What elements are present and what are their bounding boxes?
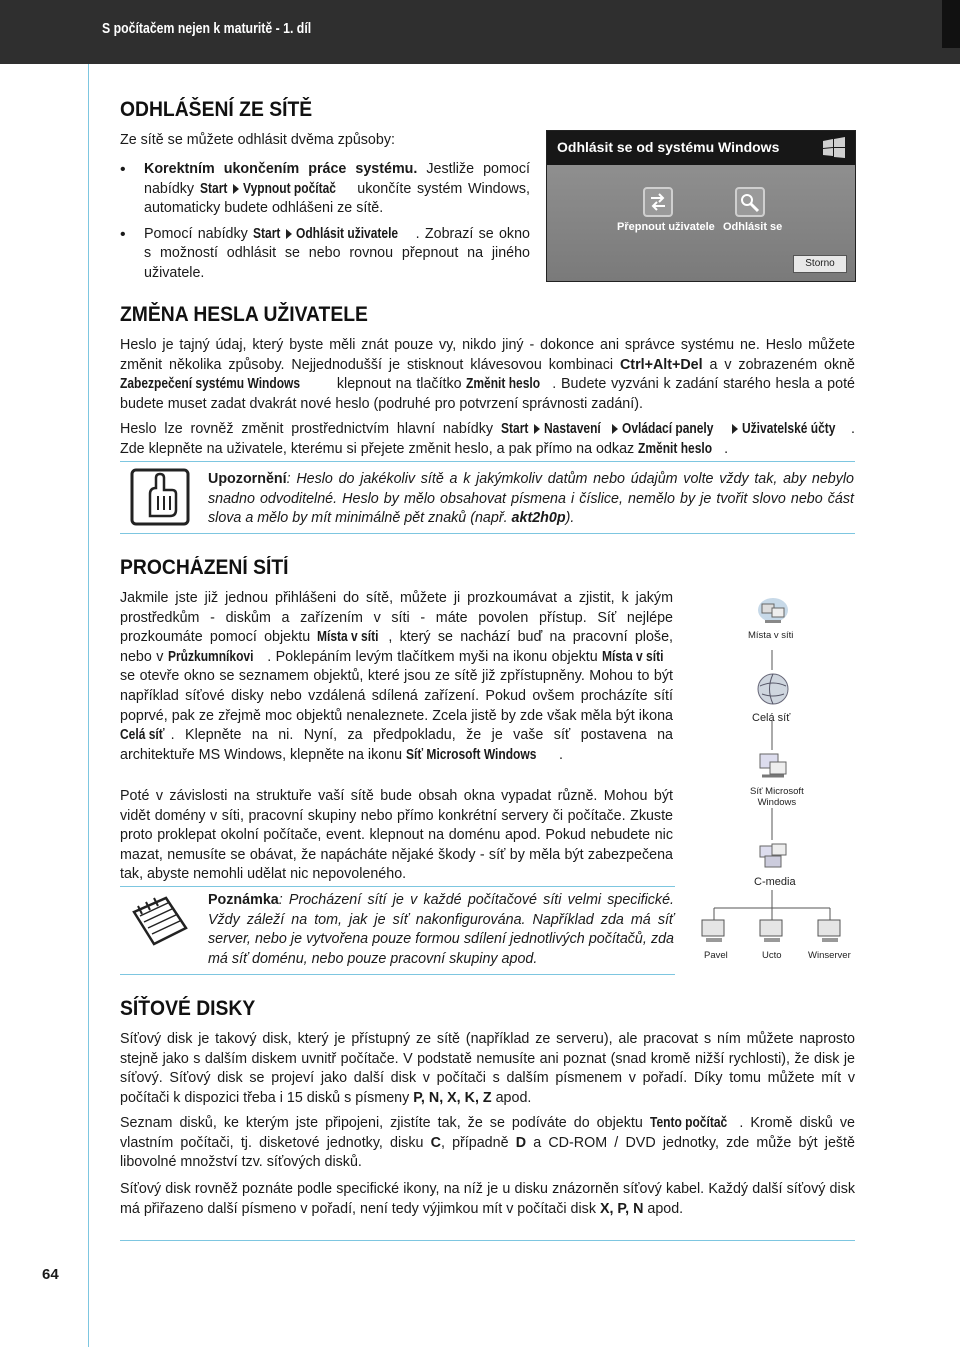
logoff-icon[interactable]	[735, 187, 765, 217]
arrow-right-icon	[286, 229, 292, 239]
running-header: S počítačem nejen k maturitě - 1. díl	[102, 20, 312, 37]
globe-icon[interactable]	[756, 672, 790, 706]
cancel-button[interactable]: Storno	[793, 255, 847, 273]
drives-paragraph-1: Síťový disk je takový disk, který je přístupný ze sítě (například ze serveru), ale pracovat s ním můžete naprosto stejně jako s dalším diskem uvnitř počítače. V podstatě nemusíte ani poznat (snad kromě nižší rychlosti), že disk je síťový. Síťový disk se projeví jako další disk v počítači s dalším písmenem v pořadí. Díky tomu můžete mít v počítači k dispozici třeba i 15 disků s písmeny P, N, X, K, Z apod.	[120, 1031, 855, 1106]
network-places-icon[interactable]	[756, 596, 790, 628]
logoff-label[interactable]: Odhlásit se	[723, 221, 783, 233]
notepad-icon	[126, 892, 194, 952]
windows-logo-icon	[821, 137, 847, 159]
list-item: • Pomocí nabídky Start Odhlásit uživatele . Zobrazí se okno s možností odhlásit se nebo rovnou přepnout na jiného uživatele.	[120, 225, 530, 284]
note-top-rule	[120, 461, 855, 462]
heading-browsing: PROCHÁZENÍ SÍTÍ	[120, 556, 289, 579]
dialog-title: Odhlásit se od systému Windows	[557, 139, 780, 155]
password-paragraph-1: Heslo je tajný údaj, který byste měli znát pouze vy, nikdo jiný - dokonce ani správce systému ne. Heslo můžete změnit několika způsoby. Nejjednodušší je stisknout klávesovou kombinaci Ctrl+Alt+Del a v zobrazeném okně Zabezpečení systému Windows klepnout na tlačítko Změnit heslo . Budete vyzváni k zadání starého hesla a poté budete muset zadat dvakrát nové heslo (podruhé pro potvrzení správnosti zadání).	[120, 337, 856, 412]
logoff-dialog	[546, 130, 856, 282]
network-diagram	[690, 590, 860, 970]
heading-change-password: ZMĚNA HESLA UŽIVATELE	[120, 303, 368, 326]
arrow-right-icon	[233, 184, 239, 194]
note-bottom-rule	[120, 533, 855, 534]
warning-hand-icon	[128, 466, 192, 528]
heading-logout: ODHLÁŠENÍ ZE SÍTĚ	[120, 98, 313, 121]
computer-icon[interactable]	[814, 918, 846, 946]
computer-icon[interactable]	[756, 918, 788, 946]
drives-paragraph-2: Seznam disků, ke kterým jste připojeni, zjistíte tak, že se podíváte do objektu Tento počítač . Kromě disků ve vlastním počítači, tj. disketové jednotky, disku C, případně D a CD-ROM / DVD jednotky, zde může být ještě libovolné množství tzv. síťových disků.	[120, 1115, 855, 1171]
info-note: Poznámka: Procházení sítí je v každé počítačové síti velmi specifické. Vždy záleží na tom, jak je síť nakonfigurována. Například zda má síť server, nebo je vytvořena pouze formou sdílení jednotlivých počítačů, zda má síť doménu, nebo pouze pracovní skupiny apod.	[208, 892, 674, 967]
note-bottom-rule	[120, 974, 675, 975]
computer-label: Ucto	[762, 950, 782, 961]
logout-list	[120, 160, 530, 290]
bottom-rule	[120, 1240, 855, 1241]
ms-network-icon[interactable]	[756, 750, 790, 782]
whole-network-label: Celá síť	[752, 712, 791, 724]
page-number: 64	[42, 1266, 59, 1283]
arrow-right-icon	[612, 424, 618, 434]
warning-note: Upozornění: Heslo do jakékoliv sítě a k jakýmkoliv datům nebo údajům volte vždy tak, aby nebylo snadno odvoditelné. Heslo by mělo obsahovat písmena i číslice, nemělo by je tvořit slovo nebo část slova a mělo by mít minimálně pět znaků (např. akt2h0p).	[208, 471, 854, 527]
password-paragraph-2: Heslo lze rovněž změnit prostřednictvím hlavní nabídky Start Nastavení Ovládací panely Uživatelské účty . Zde klepněte na uživatele, kterému si přejete změnit heslo, a pak přímo na odkaz Změnit heslo .	[120, 421, 855, 457]
network-places-label: Místa v síti	[748, 630, 794, 641]
domain-label: C-media	[754, 876, 796, 888]
browsing-paragraph-2: Poté v závislosti na struktuře vaší sítě bude obsah okna vypadat různě. Mohou být vidět domény v síti, pracovní skupiny nebo přímo konkrétní servery či počítače. Zkuste proto proklepat okolní počítače, event. klepnout na doménu apod. Pokud nebudete nic mazat, nemusíte se obávat, že napácháte nějaké škody - síť by měla být zabezpečena tak, abyste nemohli udělat nic nepovoleného.	[120, 788, 673, 883]
browsing-paragraph-1: Jakmile jste již jednou přihlášeni do sítě, můžete ji prozkoumávat a zjistit, k jakým prostředkům - diskům a zařízením v síti - máte povolen přístup. Síť nejlépe prozkoumáte pomocí objektu Místa v síti , který se nachází buď na pracovní ploše, nebo v Průzkumníkovi . Poklepáním levým tlačítkem myši na ikonu objektu Místa v síti se otevře okno se seznamem objektů, které jsou ze sítě již zpřístupněny. Mohou to být například síťové disky nebo vzdálená sdílená zařízení. Pokud ovšem procházíte sítí poprvé, pak ze zřejmě moc objektů nenaleznete. Zcela jistě by zde však měla být ikona Celá síť . Klepněte na ni. Nyní, za předpokladu, že je vaše síť postavena na architektuře MS Windows, klepněte na ikonu Síť Microsoft Windows .	[120, 590, 673, 763]
arrow-right-icon	[732, 424, 738, 434]
heading-network-drives: SÍŤOVÉ DISKY	[120, 997, 256, 1020]
list-item: • Korektním ukončením práce systému. Jestliže pomocí nabídky Start Vypnout počítač ukončíte systém Windows, automaticky budete odhlášeni ze sítě.	[120, 160, 530, 219]
arrow-right-icon	[534, 424, 540, 434]
domain-icon[interactable]	[756, 840, 790, 872]
computer-icon[interactable]	[698, 918, 730, 946]
logout-intro: Ze sítě se můžete odhlásit dvěma způsoby:	[120, 132, 395, 148]
dialog-titlebar	[547, 131, 855, 165]
switch-user-label[interactable]: Přepnout uživatele	[617, 221, 715, 233]
switch-user-icon[interactable]	[643, 187, 673, 217]
drives-paragraph-3: Síťový disk rovněž poznáte podle specifické ikony, na níž je u disku znázorněn síťový kabel. Každý další síťový disk má přiřazeno další písmeno v pořadí, není tedy výjimkou mít v počítači disk X, P, N apod.	[120, 1181, 855, 1217]
computer-label: Pavel	[704, 950, 728, 961]
note-top-rule	[120, 886, 675, 887]
header-ruler	[942, 0, 960, 48]
computer-label: Winserver	[808, 950, 851, 961]
ms-network-label: Síť Microsoft Windows	[750, 786, 804, 808]
margin-line	[88, 64, 89, 1347]
